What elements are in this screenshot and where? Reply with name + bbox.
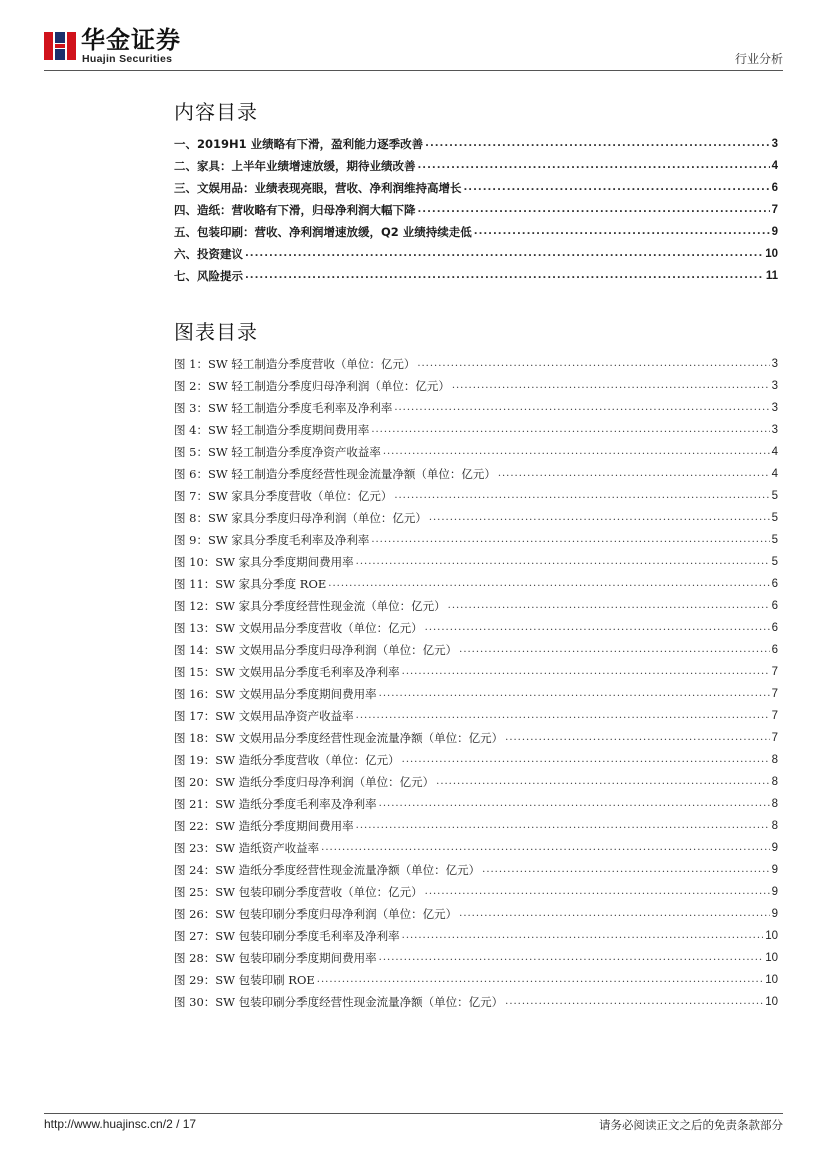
logo-english-name: Huajin Securities [82, 53, 173, 65]
figure-entry-label: 图 18：SW 文娱用品分季度经营性现金流量净额（单位：亿元） [174, 731, 504, 745]
leader-dots [394, 485, 769, 507]
leader-dots [379, 793, 770, 815]
figure-entry-page: 6 [771, 600, 778, 612]
figure-entry-label: 图 16：SW 文娱用品分季度期间费用率 [174, 687, 377, 701]
toc-entry-label: 七、风险提示 [174, 269, 243, 283]
figure-entry[interactable] [174, 639, 778, 661]
leader-dots [402, 661, 770, 683]
figure-entry[interactable] [174, 573, 778, 595]
figure-entry[interactable] [174, 353, 778, 375]
footer-disclaimer: 请务必阅读正文之后的免责条款部分 [599, 1118, 783, 1132]
toc-entry-label: 四、造纸：营收略有下滑，归母净利润大幅下降 [174, 203, 416, 217]
figure-entry-page: 8 [771, 798, 778, 810]
leader-dots [245, 265, 764, 287]
figure-entry-page: 10 [765, 930, 778, 942]
figure-entry[interactable] [174, 771, 778, 793]
figure-entry-label: 图 22：SW 造纸分季度期间费用率 [174, 819, 354, 833]
figure-entry[interactable] [174, 815, 778, 837]
figure-entry[interactable] [174, 727, 778, 749]
figure-entry-page: 5 [771, 556, 778, 568]
figure-list-title: 图表目录 [174, 320, 258, 344]
figure-entry-label: 图 19：SW 造纸分季度营收（单位：亿元） [174, 753, 400, 767]
figure-entry-label: 图 24：SW 造纸分季度经营性现金流量净额（单位：亿元） [174, 863, 481, 877]
figure-entry[interactable] [174, 793, 778, 815]
figure-entry-page: 10 [765, 996, 778, 1008]
figure-entry-label: 图 9：SW 家具分季度毛利率及净利率 [174, 533, 370, 547]
figure-entry[interactable] [174, 507, 778, 529]
toc-entry[interactable] [174, 133, 778, 155]
figure-entry-label: 图 23：SW 造纸资产收益率 [174, 841, 320, 855]
figure-entry-label: 图 14：SW 文娱用品分季度归母净利润（单位：亿元） [174, 643, 458, 657]
toc-entry[interactable] [174, 265, 778, 287]
figure-entry-page: 8 [771, 820, 778, 832]
figure-entry-label: 图 25：SW 包装印刷分季度营收（单位：亿元） [174, 885, 423, 899]
leader-dots [356, 705, 770, 727]
figure-entry-label: 图 6：SW 轻工制造分季度经营性现金流量净额（单位：亿元） [174, 467, 496, 481]
leader-dots [328, 573, 769, 595]
figure-entry-label: 图 3：SW 轻工制造分季度毛利率及净利率 [174, 401, 393, 415]
figure-entry-page: 8 [771, 754, 778, 766]
leader-dots [356, 551, 770, 573]
figure-entry[interactable] [174, 991, 778, 1013]
leader-dots [429, 507, 770, 529]
figure-entry-page: 3 [771, 402, 778, 414]
figure-entry-label: 图 30：SW 包装印刷分季度经营性现金流量净额（单位：亿元） [174, 995, 504, 1009]
figure-entry[interactable] [174, 551, 778, 573]
footer-url-and-page [44, 1117, 196, 1131]
toc-entry-label: 一、2019H1 业绩略有下滑，盈利能力逐季改善 [174, 137, 424, 151]
leader-dots [317, 969, 763, 991]
toc-list [174, 133, 778, 287]
toc-entry[interactable] [174, 199, 778, 221]
leader-dots [464, 177, 770, 199]
leader-dots [418, 155, 770, 177]
footer-page-info: 2 / 17 [166, 1117, 197, 1131]
figure-entry-page: 9 [771, 864, 778, 876]
leader-dots [402, 749, 770, 771]
figure-entry[interactable] [174, 925, 778, 947]
figure-entry-label: 图 29：SW 包装印刷 ROE [174, 973, 315, 987]
leader-dots [505, 991, 763, 1013]
leader-dots [482, 859, 769, 881]
leader-dots [402, 925, 764, 947]
toc-entry-label: 二、家具：上半年业绩增速放缓，期待业绩改善 [174, 159, 416, 173]
page-header [44, 26, 783, 70]
toc-entry-page: 10 [765, 248, 778, 260]
figure-entry[interactable] [174, 683, 778, 705]
figure-entry-page: 6 [771, 578, 778, 590]
figure-entry-label: 图 20：SW 造纸分季度归母净利润（单位：亿元） [174, 775, 435, 789]
figure-entry[interactable] [174, 969, 778, 991]
figure-entry-label: 图 26：SW 包装印刷分季度归母净利润（单位：亿元） [174, 907, 458, 921]
figure-entry-label: 图 1：SW 轻工制造分季度营收（单位：亿元） [174, 357, 416, 371]
figure-entry-label: 图 2：SW 轻工制造分季度归母净利润（单位：亿元） [174, 379, 450, 393]
figure-entry-page: 7 [771, 732, 778, 744]
leader-dots [371, 529, 769, 551]
figure-entry[interactable] [174, 463, 778, 485]
leader-dots [356, 815, 770, 837]
header-divider [44, 70, 783, 71]
figure-entry-label: 图 7：SW 家具分季度营收（单位：亿元） [174, 489, 393, 503]
toc-entry-label: 三、文娱用品：业绩表现亮眼，营收、净利润维持高增长 [174, 181, 462, 195]
figure-entry-page: 7 [771, 688, 778, 700]
figure-entry-page: 3 [771, 358, 778, 370]
figure-entry-label: 图 21：SW 造纸分季度毛利率及净利率 [174, 797, 377, 811]
figure-entry-label: 图 27：SW 包装印刷分季度毛利率及净利率 [174, 929, 400, 943]
leader-dots [379, 683, 770, 705]
leader-dots [245, 243, 763, 265]
toc-entry-page: 6 [771, 182, 778, 194]
figure-entry-label: 图 28：SW 包装印刷分季度期间费用率 [174, 951, 377, 965]
leader-dots [459, 639, 769, 661]
figure-entry[interactable] [174, 947, 778, 969]
figure-entry-label: 图 17：SW 文娱用品净资产收益率 [174, 709, 354, 723]
footer-divider [44, 1113, 783, 1114]
leader-dots [505, 727, 769, 749]
figure-entry-page: 3 [771, 380, 778, 392]
figure-entry[interactable] [174, 881, 778, 903]
leader-dots [417, 353, 769, 375]
leader-dots [418, 199, 770, 221]
figure-entry[interactable] [174, 617, 778, 639]
leader-dots [459, 903, 769, 925]
figure-entry[interactable] [174, 859, 778, 881]
logo-chinese-name: 华金证券 [81, 26, 181, 54]
figure-entry-page: 5 [771, 512, 778, 524]
huajin-logo-icon [44, 30, 76, 62]
figure-entry[interactable] [174, 903, 778, 925]
leader-dots [394, 397, 769, 419]
figure-entry[interactable] [174, 595, 778, 617]
leader-dots [448, 595, 770, 617]
figure-entry[interactable] [174, 661, 778, 683]
figure-entry-page: 4 [771, 446, 778, 458]
figure-entry[interactable] [174, 397, 778, 419]
toc-entry[interactable] [174, 243, 778, 265]
toc-entry-page: 11 [765, 270, 778, 282]
figure-entry-page: 9 [771, 908, 778, 920]
figure-entry[interactable] [174, 375, 778, 397]
leader-dots [425, 617, 770, 639]
figure-entry-page: 9 [771, 842, 778, 854]
figure-entry-page: 9 [771, 886, 778, 898]
figure-entry-page: 10 [765, 952, 778, 964]
figure-entry-page: 7 [771, 710, 778, 722]
toc-entry[interactable] [174, 155, 778, 177]
figure-entry[interactable] [174, 419, 778, 441]
leader-dots [474, 221, 770, 243]
leader-dots [425, 133, 769, 155]
toc-entry[interactable] [174, 177, 778, 199]
figure-entry[interactable] [174, 441, 778, 463]
figure-entry-label: 图 15：SW 文娱用品分季度毛利率及净利率 [174, 665, 400, 679]
figure-entry[interactable] [174, 705, 778, 727]
leader-dots [379, 947, 764, 969]
toc-entry-label: 五、包装印刷：营收、净利润增速放缓，Q2 业绩持续走低 [174, 225, 472, 239]
toc-entry-page: 9 [771, 226, 778, 238]
toc-entry-page: 3 [771, 138, 778, 150]
figure-entry-page: 5 [771, 490, 778, 502]
leader-dots [425, 881, 770, 903]
figure-entry[interactable] [174, 837, 778, 859]
figure-entry-page: 7 [771, 666, 778, 678]
figure-entry-page: 3 [771, 424, 778, 436]
leader-dots [452, 375, 770, 397]
figure-entry-label: 图 12：SW 家具分季度经营性现金流（单位：亿元） [174, 599, 446, 613]
toc-entry-label: 六、投资建议 [174, 247, 243, 261]
footer-url[interactable]: http://www.huajinsc.cn/ [44, 1117, 167, 1131]
leader-dots [383, 441, 770, 463]
toc-entry[interactable] [174, 221, 778, 243]
leader-dots [321, 837, 769, 859]
figure-entry-page: 8 [771, 776, 778, 788]
figure-entry[interactable] [174, 485, 778, 507]
leader-dots [436, 771, 769, 793]
figure-list [174, 353, 778, 1013]
figure-entry-page: 6 [771, 622, 778, 634]
leader-dots [498, 463, 770, 485]
figure-entry-page: 5 [771, 534, 778, 546]
figure-entry-label: 图 4：SW 轻工制造分季度期间费用率 [174, 423, 370, 437]
document-type: 行业分析 [734, 52, 783, 66]
toc-entry-page: 4 [771, 160, 778, 172]
figure-entry-label: 图 5：SW 轻工制造分季度净资产收益率 [174, 445, 381, 459]
figure-entry-label: 图 8：SW 家具分季度归母净利润（单位：亿元） [174, 511, 427, 525]
figure-entry-label: 图 10：SW 家具分季度期间费用率 [174, 555, 354, 569]
leader-dots [371, 419, 769, 441]
figure-entry[interactable] [174, 749, 778, 771]
figure-entry-page: 10 [765, 974, 778, 986]
figure-entry-page: 6 [771, 644, 778, 656]
figure-entry-label: 图 11：SW 家具分季度 ROE [174, 577, 327, 591]
toc-entry-page: 7 [771, 204, 778, 216]
figure-entry[interactable] [174, 529, 778, 551]
figure-entry-page: 4 [771, 468, 778, 480]
figure-entry-label: 图 13：SW 文娱用品分季度营收（单位：亿元） [174, 621, 423, 635]
toc-title: 内容目录 [174, 100, 258, 124]
